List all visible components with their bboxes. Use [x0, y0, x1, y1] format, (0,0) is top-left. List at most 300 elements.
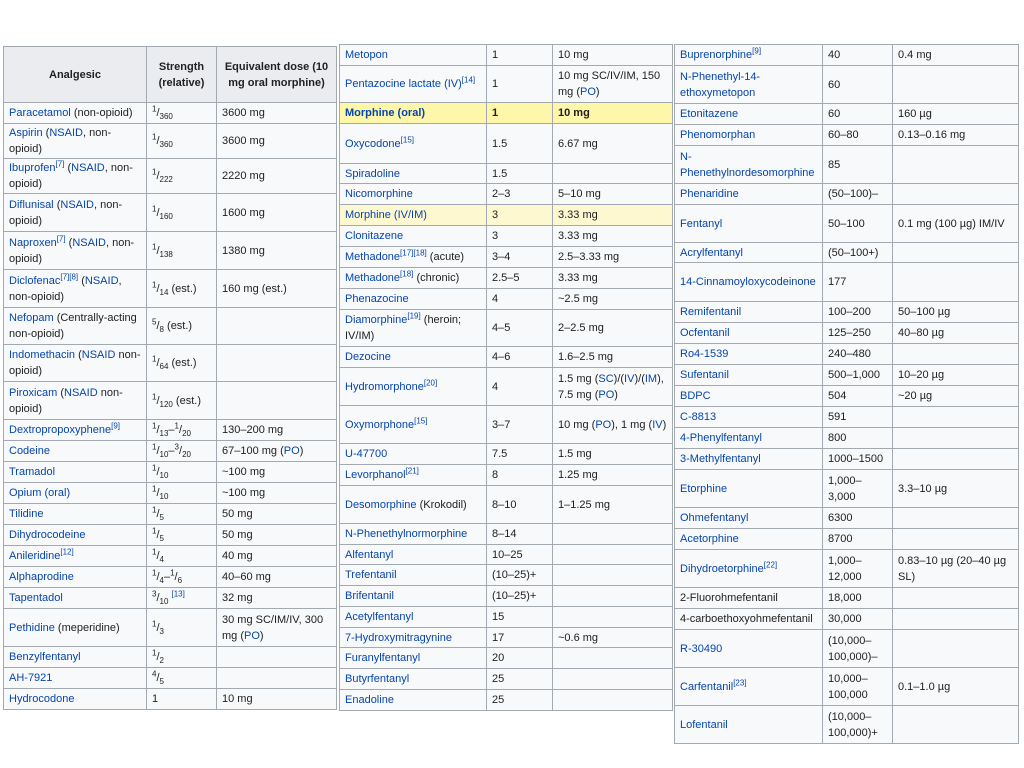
table-row	[4, 689, 337, 710]
drug-link[interactable]: Dextropropoxyphene	[9, 424, 112, 436]
analgesic-cell	[340, 368, 487, 406]
strength-cell: 4–5	[487, 310, 553, 347]
strength-cell: (10,000–100,000)+	[823, 706, 893, 744]
drug-link[interactable]: Oxymorphone	[345, 418, 415, 431]
strength-cell: 85	[823, 146, 893, 184]
drug-link[interactable]: Opium (oral)	[9, 487, 71, 499]
analgesic-cell	[675, 263, 823, 302]
table-row	[675, 243, 1019, 263]
table-row	[4, 525, 337, 546]
analgesic-cell	[675, 407, 823, 428]
drug-link[interactable]: Phenazocine	[345, 293, 409, 305]
strength-cell: 20	[487, 648, 553, 669]
nsaid-link[interactable]: NSAID	[72, 236, 106, 249]
analgesic-cell: Diclofenac[7][8] (NSAID, non-opioid)	[4, 270, 147, 308]
table-row	[340, 226, 673, 247]
reference-link[interactable]: [22]	[763, 559, 778, 569]
dose-cell: 40–80 µg	[893, 323, 1019, 344]
strength-cell: 4	[487, 289, 553, 310]
reference-link[interactable]: [9]	[752, 46, 762, 56]
table-row	[675, 205, 1019, 243]
table-row	[675, 344, 1019, 365]
table-row	[4, 567, 337, 588]
drug-link[interactable]: Ro4-1539	[680, 348, 729, 360]
strength-cell: 10–25	[487, 545, 553, 565]
drug-link[interactable]: Paracetamol	[9, 107, 71, 119]
analgesic-cell	[340, 45, 487, 66]
reference-link[interactable]: [19]	[407, 311, 421, 321]
dose-cell: 3.3–10 µg	[893, 470, 1019, 508]
analgesic-cell	[675, 668, 823, 706]
analgesic-cell	[340, 586, 487, 607]
analgesic-cell	[340, 406, 487, 444]
drug-link[interactable]: AH-7921	[9, 672, 53, 684]
strength-cell: 1.5	[487, 124, 553, 164]
table-row	[675, 706, 1019, 744]
analgesic-cell	[340, 524, 487, 545]
drug-link[interactable]: Desomorphine	[345, 498, 417, 511]
dose-cell: 1.5 mg	[553, 444, 673, 465]
table-row	[675, 470, 1019, 508]
table-row	[675, 323, 1019, 344]
table-row	[4, 647, 337, 668]
reference-link[interactable]: [21]	[405, 466, 419, 476]
analgesic-cell	[340, 628, 487, 648]
strength-cell: $^1/_{360}$	[147, 124, 217, 159]
drug-link[interactable]: Morphine (IV/IM)	[345, 209, 427, 221]
drug-link[interactable]: Acrylfentanyl	[680, 246, 743, 259]
analgesic-cell: Diamorphine[19] (heroin; IV/IM)	[340, 310, 487, 347]
drug-link[interactable]: Hydrocodone	[9, 693, 75, 705]
drug-link[interactable]: Brifentanil	[345, 590, 394, 602]
table-row	[340, 648, 673, 669]
analgesic-cell	[340, 607, 487, 628]
dose-cell: 67–100 mg (PO)	[217, 441, 337, 462]
analgesic-cell	[4, 462, 147, 483]
drug-link[interactable]: Tramadol	[9, 466, 56, 478]
analgesic-cell	[4, 420, 147, 441]
strength-cell: 3–7	[487, 406, 553, 444]
dose-cell	[553, 586, 673, 607]
drug-link[interactable]: Trefentanil	[345, 569, 397, 581]
analgesic-cell	[675, 630, 823, 668]
table-row	[340, 444, 673, 465]
dose-cell	[893, 184, 1019, 205]
analgesic-cell: Aspirin (NSAID, non-opioid)	[4, 124, 147, 159]
table-row	[675, 263, 1019, 302]
drug-link[interactable]: Dezocine	[345, 351, 391, 363]
drug-link[interactable]: Oxycodone	[345, 137, 401, 150]
dose-cell: 40–60 mg	[217, 567, 337, 588]
drug-link[interactable]: Hydromorphone	[345, 380, 424, 393]
analgesic-cell	[4, 504, 147, 525]
dose-cell	[217, 345, 337, 382]
drug-link[interactable]: Dihydrocodeine	[9, 529, 86, 541]
reference-link[interactable]: [7]	[56, 233, 66, 243]
nsaid-link[interactable]: NSAID	[71, 162, 105, 174]
table-row	[340, 465, 673, 486]
dose-cell	[553, 690, 673, 711]
strength-cell: $^1/_{10}$	[147, 483, 217, 504]
analgesic-cell	[340, 444, 487, 465]
dose-cell	[893, 243, 1019, 263]
analgesic-cell: Paracetamol (non-opioid)	[4, 103, 147, 124]
analgesic-cell	[4, 647, 147, 668]
drug-link[interactable]: Diamorphine	[345, 314, 408, 326]
table-row	[675, 66, 1019, 104]
drug-link[interactable]: Fentanyl	[680, 217, 723, 230]
reference-link[interactable]: [18]	[400, 269, 414, 279]
drug-link[interactable]: Sufentanil	[680, 369, 729, 381]
table-row	[675, 550, 1019, 588]
strength-cell: 6300	[823, 508, 893, 529]
dose-cell: ~20 µg	[893, 386, 1019, 407]
strength-cell: 125–250	[823, 323, 893, 344]
analgesic-cell: Methadone[17][18] (acute)	[340, 247, 487, 268]
analgesic-table-part-2	[339, 44, 673, 711]
drug-link[interactable]: Etonitazene	[680, 108, 739, 120]
analgesic-cell	[675, 588, 823, 609]
strength-cell: 8	[487, 465, 553, 486]
drug-link[interactable]: Carfentanil	[680, 680, 734, 693]
analgesic-cell	[340, 124, 487, 164]
analgesic-cell	[340, 164, 487, 184]
strength-cell: $^1/_{64}$ (est.)	[147, 345, 217, 382]
strength-cell: $^1/_2$	[147, 647, 217, 668]
dose-cell: 3.33 mg	[553, 268, 673, 289]
strength-cell: 3	[487, 205, 553, 226]
analgesic-cell: Naproxen[7] (NSAID, non-opioid)	[4, 232, 147, 270]
drug-link[interactable]: Furanylfentanyl	[345, 652, 421, 664]
drug-link[interactable]: N-Phenethyl-14-ethoxymetopon	[680, 70, 761, 99]
dose-cell: 1.6–2.5 mg	[553, 347, 673, 368]
dose-cell: 3.33 mg	[553, 226, 673, 247]
dose-cell: 1.5 mg (SC)/(IV)/(IM), 7.5 mg (PO)	[553, 368, 673, 406]
drug-link[interactable]: Alfentanyl	[345, 548, 394, 561]
analgesic-cell: Indomethacin (NSAID non-opioid)	[4, 345, 147, 382]
analgesic-cell: Desomorphine (Krokodil)	[340, 486, 487, 524]
nsaid-link[interactable]: NSAID	[60, 198, 94, 211]
table-row	[4, 382, 337, 420]
drug-link[interactable]: U-47700	[345, 448, 388, 460]
table-row	[340, 690, 673, 711]
dose-cell: 130–200 mg	[217, 420, 337, 441]
table-row	[4, 124, 337, 159]
drug-link[interactable]: Naproxen	[9, 236, 57, 249]
strength-cell: $^1/_{10}-^3/_{20}$	[147, 441, 217, 462]
drug-link[interactable]: N-Phenethylnordesomorphine	[680, 150, 815, 179]
drug-link[interactable]: Clonitazene	[345, 230, 404, 242]
analgesic-cell	[675, 365, 823, 386]
table-row	[340, 586, 673, 607]
strength-cell: 4–6	[487, 347, 553, 368]
reference-link[interactable]: [17][18]	[400, 248, 427, 258]
dose-cell: 3600 mg	[217, 103, 337, 124]
strength-cell: (10–25)+	[487, 586, 553, 607]
table-row	[675, 302, 1019, 323]
drug-link[interactable]: Methadone	[345, 251, 401, 263]
drug-link[interactable]: Remifentanil	[680, 306, 742, 318]
dose-cell	[893, 706, 1019, 744]
drug-link[interactable]: Nicomorphine	[345, 188, 413, 200]
drug-link[interactable]: Methadone	[345, 272, 401, 284]
drug-link[interactable]: Enadoline	[345, 694, 394, 706]
analgesic-cell: Piroxicam (NSAID non-opioid)	[4, 382, 147, 420]
strength-cell: (50–100)–	[823, 184, 893, 205]
strength-cell: 591	[823, 407, 893, 428]
dose-cell	[217, 668, 337, 689]
reference-link[interactable]: [9]	[111, 421, 121, 431]
table-row	[675, 449, 1019, 470]
table-row	[4, 588, 337, 609]
analgesic-cell	[675, 706, 823, 744]
reference-link[interactable]: [12]	[60, 547, 74, 557]
dose-cell: 50–100 µg	[893, 302, 1019, 323]
strength-cell: $^5/_8$ (est.)	[147, 308, 217, 345]
dose-cell: 5–10 mg	[553, 184, 673, 205]
strength-cell: 50–100	[823, 205, 893, 243]
dose-cell: 1600 mg	[217, 194, 337, 232]
header-equivalent-dose: Equivalent dose (10 mg oral morphine)	[217, 47, 337, 103]
dose-cell: 50 mg	[217, 504, 337, 525]
analgesic-cell	[340, 66, 487, 103]
dose-cell	[553, 648, 673, 669]
strength-cell: 60	[823, 66, 893, 104]
strength-cell: 3–4	[487, 247, 553, 268]
strength-cell: 25	[487, 690, 553, 711]
table-row	[4, 232, 337, 270]
drug-link[interactable]: Dihydroetorphine	[680, 562, 764, 575]
drug-link[interactable]: Lofentanil	[680, 718, 728, 731]
drug-link[interactable]: Spiradoline	[345, 167, 401, 180]
table-row	[340, 347, 673, 368]
drug-link[interactable]: Nefopam	[9, 312, 54, 324]
table-row	[340, 406, 673, 444]
drug-link[interactable]: Piroxicam	[9, 386, 58, 399]
dose-cell	[553, 545, 673, 565]
analgesic-cell: Ibuprofen[7] (NSAID, non-opioid)	[4, 159, 147, 194]
table-row	[675, 630, 1019, 668]
strength-cell: 18,000	[823, 588, 893, 609]
drug-link[interactable]: C-8813	[680, 411, 717, 423]
drug-link[interactable]: 7-Hydroxymitragynine	[345, 631, 452, 644]
dose-cell	[893, 263, 1019, 302]
table-row	[4, 345, 337, 382]
table-row	[340, 164, 673, 184]
strength-cell: $^1/_{13}-^1/_{20}$	[147, 420, 217, 441]
strength-cell: $^1/_{120}$ (est.)	[147, 382, 217, 420]
drug-link[interactable]: Tapentadol	[9, 592, 63, 604]
analgesic-cell	[340, 205, 487, 226]
table-row	[675, 407, 1019, 428]
table-row	[4, 159, 337, 194]
table-row	[675, 386, 1019, 407]
drug-link[interactable]: Diclofenac	[9, 274, 61, 287]
strength-cell: $^1/_3$	[147, 609, 217, 647]
table-row	[340, 565, 673, 586]
strength-cell: 40	[823, 45, 893, 66]
table-row	[340, 45, 673, 66]
analgesic-cell	[4, 668, 147, 689]
drug-link[interactable]: Acetylfentanyl	[345, 611, 414, 623]
analgesic-cell	[4, 689, 147, 710]
analgesic-table-part-3	[674, 44, 1019, 744]
analgesic-cell	[340, 289, 487, 310]
table-row	[4, 546, 337, 567]
nsaid-link[interactable]: NSAID	[49, 127, 83, 139]
strength-cell: 7.5	[487, 444, 553, 465]
dose-cell	[217, 382, 337, 420]
dose-cell	[553, 669, 673, 690]
drug-link[interactable]: N-Phenethylnormorphine	[345, 528, 468, 540]
strength-cell: 500–1,000	[823, 365, 893, 386]
table-row	[340, 103, 673, 124]
table-row	[340, 66, 673, 103]
table-row	[340, 486, 673, 524]
analgesic-cell	[4, 441, 147, 462]
dose-cell: 1380 mg	[217, 232, 337, 270]
table-row	[4, 420, 337, 441]
strength-cell: $^4/_5$	[147, 668, 217, 689]
drug-link[interactable]: Diflunisal	[9, 198, 54, 211]
drug-link[interactable]: Morphine (oral)	[345, 107, 426, 119]
analgesic-cell: Diflunisal (NSAID, non-opioid)	[4, 194, 147, 232]
table-row	[675, 125, 1019, 146]
drug-link: 4-carboethoxyohmefentanil	[680, 613, 813, 625]
dose-cell	[217, 647, 337, 668]
reference-link[interactable]: [14]	[461, 75, 476, 85]
strength-cell: 1.5	[487, 164, 553, 184]
nsaid-link[interactable]: NSAID	[81, 349, 116, 361]
dose-cell: 50 mg	[217, 525, 337, 546]
analgesic-cell	[675, 344, 823, 365]
strength-cell: $^3/_{10}$ [13]	[147, 588, 217, 609]
dose-cell: 0.13–0.16 mg	[893, 125, 1019, 146]
strength-cell: (50–100+)	[823, 243, 893, 263]
strength-cell: $^1/_{222}$	[147, 159, 217, 194]
reference-link[interactable]: [20]	[423, 377, 438, 387]
drug-link[interactable]: Tilidine	[9, 508, 44, 520]
reference-link[interactable]: [15]	[414, 415, 428, 425]
dose-cell: 6.67 mg	[553, 124, 673, 164]
strength-cell: $^1/_{138}$	[147, 232, 217, 270]
drug-link[interactable]: Phenomorphan	[680, 129, 756, 141]
analgesic-cell	[675, 125, 823, 146]
strength-cell: 4	[487, 368, 553, 406]
strength-cell: (10–25)+	[487, 565, 553, 586]
drug-link[interactable]: Acetorphine	[680, 533, 739, 545]
table-row	[340, 205, 673, 226]
analgesic-cell	[4, 588, 147, 609]
analgesic-cell	[675, 66, 823, 104]
strength-cell: 10,000–100,000	[823, 668, 893, 706]
analgesic-cell	[675, 386, 823, 407]
dose-cell: 10–20 µg	[893, 365, 1019, 386]
reference-link[interactable]: [15]	[400, 134, 414, 144]
nsaid-link[interactable]: NSAID	[84, 274, 119, 287]
table-row	[340, 247, 673, 268]
strength-cell: 1	[487, 66, 553, 103]
dose-cell: ~0.6 mg	[553, 628, 673, 648]
strength-cell: 1	[487, 45, 553, 66]
drug-link[interactable]: R-30490	[680, 642, 723, 655]
dose-cell: 1.25 mg	[553, 465, 673, 486]
analgesic-cell	[675, 243, 823, 263]
analgesic-cell	[340, 545, 487, 565]
drug-link[interactable]: Butyrfentanyl	[345, 673, 410, 685]
nsaid-link[interactable]: NSAID	[64, 386, 98, 399]
table-row	[340, 310, 673, 347]
strength-cell: $^1/_{14}$ (est.)	[147, 270, 217, 308]
drug-link[interactable]: Ohmefentanyl	[680, 512, 749, 524]
drug-link[interactable]: Pentazocine lactate (IV)	[345, 78, 462, 90]
table-row	[675, 588, 1019, 609]
drug-link[interactable]: Metopon	[345, 49, 388, 61]
reference-link[interactable]: [23]	[733, 677, 747, 687]
drug-link[interactable]: Indomethacin	[9, 349, 76, 361]
strength-cell: $^1/_4-^1/_6$	[147, 567, 217, 588]
dose-cell	[893, 630, 1019, 668]
strength-cell: 8–10	[487, 486, 553, 524]
drug-link[interactable]: 3-Methylfentanyl	[680, 453, 761, 465]
table-row	[340, 124, 673, 164]
header-analgesic: Analgesic	[4, 47, 147, 103]
drug-link[interactable]: Etorphine	[680, 482, 728, 495]
strength-cell: $^1/_{10}$	[147, 462, 217, 483]
drug-link[interactable]: Pethidine	[9, 621, 55, 634]
strength-cell: 15	[487, 607, 553, 628]
dose-cell	[893, 407, 1019, 428]
table-row	[4, 308, 337, 345]
analgesic-cell	[340, 184, 487, 205]
strength-cell: 60–80	[823, 125, 893, 146]
table-row	[4, 194, 337, 232]
dose-cell: 40 mg	[217, 546, 337, 567]
drug-link[interactable]: Benzylfentanyl	[9, 651, 81, 663]
dose-cell: ~100 mg	[217, 483, 337, 504]
drug-link[interactable]: Anileridine	[9, 550, 61, 562]
analgesic-cell	[675, 104, 823, 125]
drug-link[interactable]: Phenaridine	[680, 188, 739, 200]
drug-link[interactable]: Codeine	[9, 445, 50, 457]
table-row	[4, 668, 337, 689]
dose-cell	[893, 428, 1019, 449]
dose-cell	[217, 308, 337, 345]
table-row	[675, 668, 1019, 706]
dose-cell	[893, 529, 1019, 550]
drug-link[interactable]: BDPC	[680, 390, 711, 402]
drug-link[interactable]: Levorphanol	[345, 469, 406, 481]
drug-link[interactable]: 4-Phenylfentanyl	[680, 432, 762, 444]
analgesic-cell	[4, 567, 147, 588]
drug-link[interactable]: Ibuprofen	[9, 162, 56, 174]
analgesic-cell	[340, 103, 487, 124]
table-row	[4, 609, 337, 647]
strength-cell: $^1/_5$	[147, 504, 217, 525]
table-row	[340, 628, 673, 648]
reference-link[interactable]: [7]	[55, 159, 65, 169]
reference-link[interactable]: [7][8]	[60, 271, 79, 281]
dose-cell	[893, 66, 1019, 104]
dose-cell: 0.83–10 µg (20–40 µg SL)	[893, 550, 1019, 588]
drug-link[interactable]: Aspirin	[9, 127, 43, 139]
drug-link[interactable]: Buprenorphine	[680, 49, 753, 61]
strength-cell: 1,000–3,000	[823, 470, 893, 508]
drug-link[interactable]: Ocfentanil	[680, 327, 730, 339]
drug-link[interactable]: Alphaprodine	[9, 571, 74, 583]
drug-link[interactable]: 14-Cinnamoyloxycodeinone	[680, 276, 816, 288]
dose-cell: 0.1–1.0 µg	[893, 668, 1019, 706]
